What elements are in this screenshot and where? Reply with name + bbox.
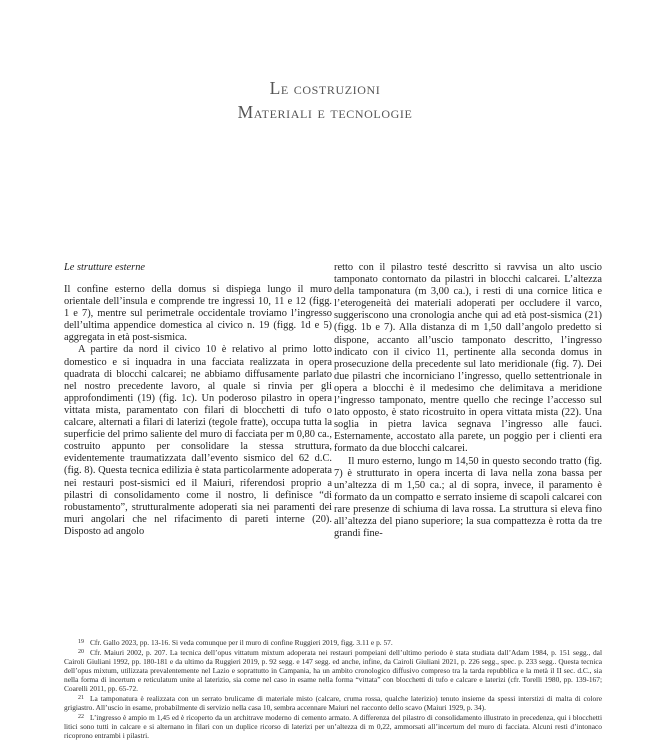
footnote-text: Cfr. Maiuri 2002, p. 207. La tecnica dell’opus vittatum mixtum adoperata nei restauri pompeiani dell’ultimo periodo è stata studiata dall’Adam 1984, p. 151 segg., dal Cairoli Giuliani 1992, pp. 180-181 e da ultimo da Ruggieri 2019, p. 92 segg. e 147 segg. ed anche, infine, da Cairoli Giuliani 2021, p. 226 segg., spec. p. 233 segg.. Questa tecnica dell’opus mixtum, utilizzata prevalentemente nel Lazio e soprattutto in Campania, ha un ambito cronologico diffusivo compreso tra la tarda repubblica e la metà il II sec. d.C., sia nella forma di incertum e reticulatum unite al laterizio, sia come nel caso in esame nella forma “vittata” con blocchetti di tufo e calcare e laterizi (cfr. Torelli 1980, pp. 139-167; Coarelli 2011, pp. 65-72.	[64, 648, 602, 693]
footnote	[64, 638, 602, 647]
paragraph: Il confine esterno della domus si dispiega lungo il muro orientale dell’insula e comprende tre ingressi 10, 11 e 12 (figg. 1 e 7), mentre sul perimetrale occidentale troviamo l’ingresso dell’ultima appendice domestica al civico n. 19 (figg. 1d e 5) aggregata in età post-sismica.	[64, 284, 332, 344]
chapter-title-line2: Materiali e tecnologie	[237, 102, 413, 122]
paragraph: retto con il pilastro testé descritto si ravvisa un alto uscio tamponato contornato da pilastri in blocchi calcarei. L’altezza della tamponatura (m 3,00 ca.), i resti di una cornice litica e l’eterogeneità dei materiali adoperati per occludere il varco, suggeriscono una cronologia anche qui ad età post-sismica (21) (figg. 1b e 7). Alla distanza di m 1,50 dall’angolo predetto si dispone, accanto all’uscio tamponato descritto, l’ingresso indicato con il civico 11, pertinente alla seconda domus in prosecuzione della precedente sul lato meridionale (fig. 7). Dei due pilastri che incorniciano l’ingresso, quello settentrionale in opera a blocchi è il medesimo che delimitava a meridione l’ingresso tamponato, mentre quello che recinge l’accesso sul lato opposto, è stato ricostruito in opera vittata mista (22). Una soglia in pietra lavica segnava l’ingresso alle fauci. Esternamente, accostato alla parete, un poggio per i clienti era formato da due blocchi calcarei.	[334, 262, 602, 455]
paragraph: Il muro esterno, lungo m 14,50 in questo secondo tratto (fig. 7) è strutturato in opera incerta di lava nella zona bassa per un’altezza di m 1,50 ca.; al di sopra, invece, il paramento è formato da un compatto e serrato insieme di scapoli calcarei con rare presenze di schiuma di lava rossa. La struttura si eleva fino all’altezza del piano superiore; la sua compattezza è rotta da tre grandi fine-	[334, 455, 602, 540]
left-column	[64, 262, 332, 538]
footnote-text: La tamponatura è realizzata con un serrato brulicame di materiale misto (calcare, cruma rossa, qualche laterizio) tenuto insieme da spessi interstizi di malta di colore grigiastro. All’uscio in esame, probabilmente di servizio nella casa 10, sembra accennare Maiuri nel racconto dello scavo (Maiuri 1929, p. 34).	[64, 694, 602, 712]
footnote	[64, 713, 602, 740]
footnote-text: Cfr. Gallo 2023, pp. 13-16. Si veda comunque per il muro di confine Ruggieri 2019, figg. 3.11 e p. 57.	[90, 638, 393, 647]
footnote-number: 19	[78, 639, 84, 645]
footnote	[64, 648, 602, 693]
footnotes	[64, 638, 602, 741]
paragraph: A partire da nord il civico 10 è relativo al primo lotto domestico e si inquadra in una facciata realizzata in opera quadrata di blocchi calcarei; ne abbiamo diffusamente parlato nel nostro precedente lavoro, al quale si rinvia per gli approfondimenti (19) (fig. 1c). Un poderoso pilastro in opera vittata mista, paramentato con filari di blocchetti di tufo o calcare, alternati a filari di laterizi (tegole fratte), occupa tutta la superficie del primo saliente del muro di facciata per m 0,80 ca., costruito appunto per consolidare la stessa struttura, evidentemente traumatizzata dall’evento sismico del 62 d.C. (fig. 8). Questa tecnica edilizia è stata particolarmente adoperata nei restauri post-sismici ed il Maiuri, riferendosi proprio a pilastri di consolidamento come il nostro, li definisce “di robustamento”, strutturalmente adoperati sia nei paramenti dei muri angolari che nel rifacimento di pareti interne (20). Disposto ad angolo	[64, 344, 332, 537]
right-column	[334, 262, 602, 540]
chapter-title-line1: Le costruzioni	[269, 78, 381, 98]
footnote-number: 22	[78, 714, 84, 720]
footnote-number: 21	[78, 695, 84, 701]
section-heading: Le strutture esterne	[64, 262, 145, 273]
footnote	[64, 694, 602, 712]
footnote-number: 20	[78, 649, 84, 655]
footnote-text: L’ingresso è ampio m 1,45 ed è ricoperto da un architrave moderno di cemento armato. A differenza del pilastro di consolidamento illustrato in precedenza, qui i blocchetti litici sono tutti in calcare e si alternano in filari con un duplice ricorso di laterizi per un’altezza di m 0,22, ammorsati all’incertum del muro di facciata. Alcuni resti d’intonaco ricoprono entrambi i pilastri.	[64, 713, 602, 740]
chapter-title	[0, 76, 650, 124]
